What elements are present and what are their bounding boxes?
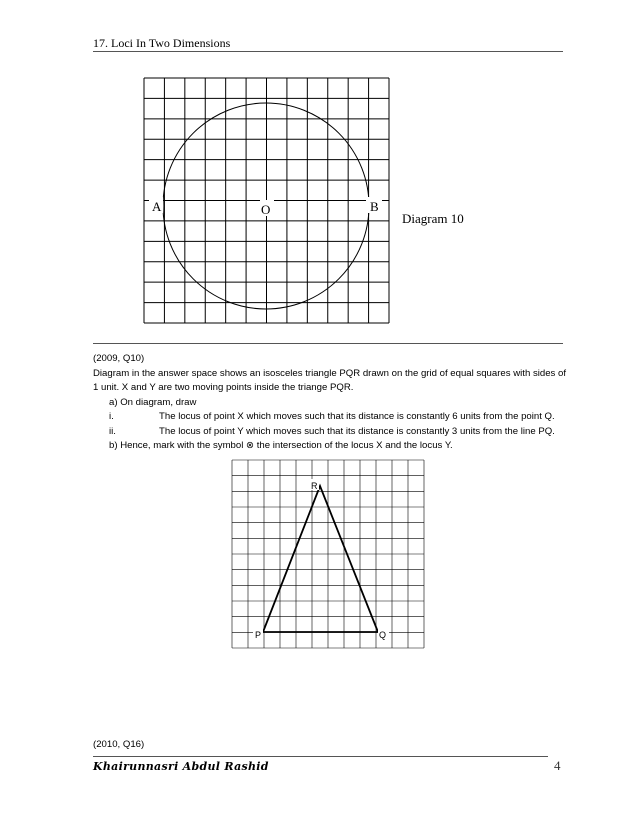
footer-author: Khairunnasri Abdul Rashid [93, 760, 269, 773]
vertex-q-label: Q [379, 630, 387, 640]
item-ii-text: The locus of point Y which moves such that its distance is constantly 3 units from the line PQ. [159, 425, 555, 437]
grid-lines [232, 460, 424, 648]
question-part-b: b) Hence, mark with the symbol ⊗ the intersection of the locus X and the locus Y. [109, 440, 453, 451]
next-question-ref: (2010, Q16) [93, 739, 145, 750]
footer-divider [93, 756, 548, 757]
page-header-title: 17. Loci In Two Dimensions [93, 36, 231, 50]
question-ref: (2009, Q10) [93, 353, 145, 364]
diagram-10-label: Diagram 10 [402, 211, 464, 226]
vertex-p-label: P [255, 630, 262, 640]
point-o-label: O [261, 202, 271, 217]
question-part-a: a) On diagram, draw [109, 396, 197, 408]
item-ii-number: ii. [109, 425, 116, 437]
question-2009-q10 [93, 352, 573, 454]
question-intro-line-2: 1 unit. X and Y are two moving points inside the triange PQR. [93, 382, 354, 393]
section-divider [93, 343, 563, 344]
diagram-10-grid [140, 76, 395, 326]
item-i-number: i. [109, 411, 114, 422]
triangle-pqr-grid [230, 458, 426, 650]
point-b-label: B [370, 199, 379, 214]
header-divider [93, 51, 563, 52]
question-intro-line-1: Diagram in the answer space shows an isosceles triangle PQR drawn on the grid of equal squares with sides of [93, 367, 567, 379]
point-a-label: A [152, 199, 162, 214]
vertex-r-label: R [311, 481, 318, 491]
page-number: 4 [554, 758, 561, 773]
item-i-text: The locus of point X which moves such that its distance is constantly 6 units from the point Q. [159, 411, 555, 422]
